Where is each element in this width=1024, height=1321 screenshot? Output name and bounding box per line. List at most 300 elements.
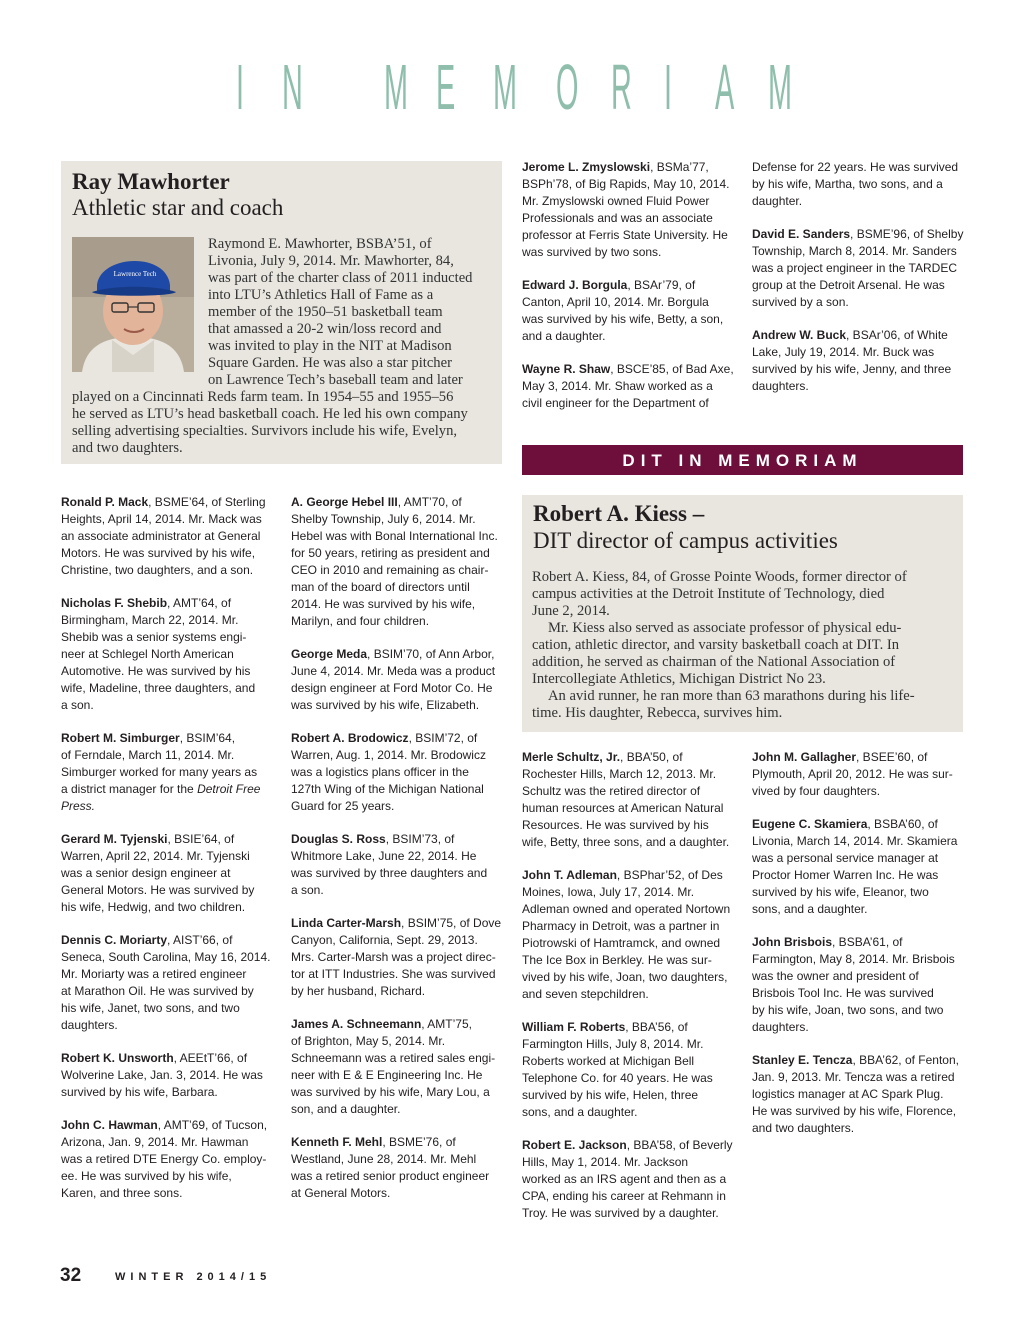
obituary-line (522, 935, 737, 952)
obituary-entry (752, 226, 967, 311)
obituary-line (291, 1185, 506, 1202)
obituary-line (291, 831, 506, 848)
feature-name: Ray Mawhorter (72, 169, 230, 194)
obituary-line (752, 850, 967, 867)
obituary-text: of Brighton, May 5, 2014. Mr. (291, 1034, 446, 1048)
obituary-text: wife, Madeline, three daughters, and (61, 681, 256, 695)
obituary-name: Linda Carter-Marsh (291, 916, 402, 930)
obituary-text: Mr. Moriarty was a retired engineer (61, 967, 247, 981)
page-number: 32 (60, 1265, 82, 1286)
obituary-entry (752, 327, 967, 395)
obituary-text: , BBA’50, of (620, 750, 683, 764)
obituary-name: Gerard M. Tyjenski (61, 832, 168, 846)
obituary-line (752, 934, 967, 951)
obituary-entry (291, 730, 506, 815)
obituary-line (522, 1019, 737, 1036)
obituary-text: daughters. (61, 1018, 118, 1032)
obituary-text: was a personal service manager at (752, 851, 939, 865)
obituary-line (61, 1117, 276, 1134)
obituary-text: Heights, April 14, 2014. Mr. Mack was (61, 512, 262, 526)
obituary-text: , BSBA’60, of (867, 817, 938, 831)
obituary-text: a son. (61, 698, 94, 712)
body-line: Raymond E. Mawhorter, BSBA’51, of (208, 236, 432, 252)
obituary-line (752, 1103, 967, 1120)
obituary-line (522, 328, 737, 345)
obituary-line (61, 629, 276, 646)
obituary-text: sons, and a daughter. (752, 902, 868, 916)
obituary-line (291, 511, 506, 528)
body-line: Square Garden. He was also a star pitcher (208, 355, 452, 371)
obituary-entry (61, 494, 276, 579)
obituary-text: civil engineer for the Department of (522, 396, 709, 410)
obituary-text: Motors. He was survived by his wife, (61, 546, 256, 560)
obituary-text: son, and a daughter. (291, 1102, 401, 1116)
obituary-line (522, 176, 737, 193)
obituary-line (752, 1086, 967, 1103)
obituary-name: Robert K. Unsworth (61, 1051, 174, 1065)
obituary-text: his wife, Janet, two sons, and two (61, 1001, 240, 1015)
obituary-text: , BSIM’70, of Ann Arbor, (367, 647, 495, 661)
obituary-text: Canton, April 10, 2014. Mr. Borgula (522, 295, 709, 309)
obituary-entry (752, 159, 967, 210)
obituary-line (752, 159, 967, 176)
obituary-line (291, 848, 506, 865)
obituary-entry (522, 867, 737, 1003)
obituary-entry (61, 1117, 276, 1202)
title-letter: M (768, 51, 792, 123)
obituary-line (752, 901, 967, 918)
obituary-text: , BBA’58, of Beverly (626, 1138, 733, 1152)
obituary-text: Hills, May 1, 2014. Mr. Jackson (522, 1155, 689, 1169)
obituary-entry (752, 816, 967, 918)
obituary-line (61, 1168, 276, 1185)
obituary-text: was a logistics plans officer in the (291, 765, 469, 779)
obituary-line (61, 528, 276, 545)
obituary-line (291, 579, 506, 596)
obituary-entry (522, 749, 737, 851)
obituary-entry (61, 932, 276, 1034)
obituary-entry (291, 646, 506, 714)
obituary-name: David E. Sanders (752, 227, 851, 241)
obituary-text: human resources at American Natural (522, 801, 724, 815)
obituary-line (61, 545, 276, 562)
obituary-text: May 3, 2014. Mr. Shaw worked as a (522, 379, 713, 393)
obituary-text: , BSAr’79, of (627, 278, 696, 292)
obituary-line (61, 932, 276, 949)
obituary-text: professor at Ferris State University. He (522, 228, 728, 242)
obituary-text: Whitmore Lake, June 22, 2014. He (291, 849, 477, 863)
obituary-line (522, 244, 737, 261)
obituary-line (522, 901, 737, 918)
obituary-line (291, 1016, 506, 1033)
obituary-text: Farmington Hills, July 8, 2014. Mr. (522, 1037, 704, 1051)
obituary-line (522, 1171, 737, 1188)
obituary-text: group at the Detroit Arsenal. He was (752, 278, 945, 292)
obituary-text: was survived by his wife, Betty, a son, (522, 312, 724, 326)
obituary-line (291, 646, 506, 663)
obituary-text: CEO in 2010 and remaining as chair- (291, 563, 489, 577)
obituary-column-3-bottom (522, 749, 737, 1238)
obituary-line (61, 730, 276, 747)
obituary-line (61, 562, 276, 579)
dit-memoriam-banner (522, 445, 963, 475)
obituary-text: vived by his wife, Joan, two daughters, (522, 970, 728, 984)
feature-subtitle: DIT director of campus activities (533, 528, 838, 553)
obituary-line (522, 783, 737, 800)
obituary-line (61, 831, 276, 848)
obituary-text: Moines, Iowa, July 17, 2014. Mr. (522, 885, 695, 899)
obituary-text: Farmington, May 8, 2014. Mr. Brisbois (752, 952, 955, 966)
obituary-text: , BSIM’64, (179, 731, 236, 745)
obituary-text: , BBA’56, of (625, 1020, 688, 1034)
obituary-text: Telephone Co. for 40 years. He was (522, 1071, 713, 1085)
obituary-text: Marilyn, and four children. (291, 614, 430, 628)
obituary-text: , BSBA’61, of (832, 935, 903, 949)
obituary-line (522, 1154, 737, 1171)
obituary-line (291, 730, 506, 747)
body-line: into LTU’s Athletics Hall of Fame as a (208, 287, 434, 303)
obituary-name: John T. Adleman (522, 868, 617, 882)
body-line: Intercollegiate Athletics, Michigan District No 23. (532, 671, 826, 687)
obituary-entry (752, 749, 967, 800)
obituary-text: survived by his wife, Helen, three (522, 1088, 699, 1102)
obituary-text: and a daughter. (522, 329, 606, 343)
obituary-line (291, 781, 506, 798)
feature-body-ray (72, 236, 497, 457)
obituary-text: Jan. 9, 2013. Mr. Tencza was a retired (752, 1070, 955, 1084)
obituary-line (522, 277, 737, 294)
obituary-name: John M. Gallagher (752, 750, 857, 764)
obituary-name: William F. Roberts (522, 1020, 626, 1034)
obituary-line (291, 562, 506, 579)
obituary-entry (522, 361, 737, 412)
obituary-text: survived by his wife, Jenny, and three (752, 362, 952, 376)
obituary-line (291, 697, 506, 714)
obituary-text: , BSCE’85, of Bad Axe, (610, 362, 734, 376)
title-letter: M (384, 51, 408, 123)
obituary-line (522, 294, 737, 311)
obituary-line (61, 646, 276, 663)
obituary-text: Warren, April 22, 2014. Mr. Tyjenski (61, 849, 250, 863)
obituary-line (752, 294, 967, 311)
obituary-text: Schneemann was a retired sales engi- (291, 1051, 496, 1065)
obituary-line (61, 1017, 276, 1034)
obituary-line (522, 884, 737, 901)
obituary-text: , AMT’69, of Tucson, (157, 1118, 268, 1132)
obituary-text: Lake, July 19, 2014. Mr. Buck was (752, 345, 935, 359)
obituary-text: man of the board of directors until (291, 580, 470, 594)
obituary-name: Douglas S. Ross (291, 832, 386, 846)
obituary-text: Arizona, Jan. 9, 2014. Mr. Hawman (61, 1135, 249, 1149)
obituary-text: a son. (291, 883, 324, 897)
feature-name: Robert A. Kiess – (533, 501, 705, 526)
obituary-line (752, 361, 967, 378)
obituary-line (291, 1067, 506, 1084)
obituary-text: Christine, two daughters, and a son. (61, 563, 254, 577)
obituary-name: James A. Schneemann (291, 1017, 422, 1031)
feature-subtitle: Athletic star and coach (72, 195, 284, 220)
obituary-text: survived by his wife, Barbara. (61, 1085, 218, 1099)
obituary-text: Press. (61, 799, 96, 813)
obituary-line (522, 210, 737, 227)
obituary-name: Eugene C. Skamiera (752, 817, 868, 831)
obituary-line (522, 193, 737, 210)
obituary-line (522, 867, 737, 884)
obituary-text: Township, March 8, 2014. Mr. Sanders (752, 244, 957, 258)
body-line: played on a Cincinnati Reds farm team. In 1954–55 and 1955–56 (72, 389, 454, 405)
body-line: Mr. Kiess also served as associate professor of physical edu- (548, 620, 902, 636)
obituary-text: Warren, Aug. 1, 2014. Mr. Brodowicz (291, 748, 486, 762)
obituary-line (752, 344, 967, 361)
obituary-line (752, 1052, 967, 1069)
obituary-text: Mrs. Carter-Marsh was a project direc- (291, 950, 496, 964)
obituary-line (291, 1084, 506, 1101)
obituary-text: neer with E & E Engineering Inc. He (291, 1068, 483, 1082)
obituary-text: Adleman owned and operated Nortown (522, 902, 731, 916)
obituary-text: , BSME’64, of Sterling (148, 495, 266, 509)
obituary-name: Kenneth F. Mehl (291, 1135, 383, 1149)
body-line: that amassed a 20-2 win/loss record and (208, 321, 442, 337)
obituary-line (522, 1188, 737, 1205)
obituary-line (61, 1134, 276, 1151)
body-line: addition, he served as chairman of the National Association of (532, 654, 896, 670)
obituary-text: He was survived by his wife, Florence, (752, 1104, 957, 1118)
obituary-name: Andrew W. Buck (752, 328, 847, 342)
obituary-text: , BBA’62, of Fenton, (852, 1053, 959, 1067)
obituary-entry (522, 277, 737, 345)
publication-title: Detroit Free (197, 782, 261, 796)
body-line: and two daughters. (72, 440, 183, 456)
obituary-text: was a retired DTE Energy Co. employ- (61, 1152, 267, 1166)
obituary-text: Roberts worked at Michigan Bell (522, 1054, 695, 1068)
obituary-text: Piotrowski of Hamtramck, and owned (522, 936, 721, 950)
obituary-line (752, 884, 967, 901)
obituary-line (522, 1053, 737, 1070)
obituary-text: at General Motors. (291, 1186, 391, 1200)
obituary-text: , BSAr’06, of White (846, 328, 948, 342)
obituary-text: vived by four daughters. (752, 784, 881, 798)
obituary-line (522, 395, 737, 412)
obituary-line (61, 1000, 276, 1017)
obituary-text: survived by a son. (752, 295, 849, 309)
obituary-text: neer at Schlegel North American (61, 647, 234, 661)
obituary-text: , AMT’70, of (397, 495, 462, 509)
obituary-text: of Ferndale, March 11, 2014. Mr. (61, 748, 235, 762)
obituary-text: by her husband, Richard. (291, 984, 426, 998)
issue-label: WINTER 2014/15 (115, 1271, 272, 1283)
obituary-entry (291, 915, 506, 1000)
obituary-name: Stanley E. Tencza (752, 1053, 853, 1067)
title-letter: A (715, 51, 735, 123)
obituary-line (61, 595, 276, 612)
title-letter: M (493, 51, 517, 123)
obituary-line (522, 378, 737, 395)
obituary-text: CPA, ending his career at Rehmann in (522, 1189, 726, 1203)
obituary-line (61, 663, 276, 680)
cap-logo-text: Lawrence Tech (113, 270, 157, 278)
obituary-line (291, 613, 506, 630)
obituary-column-2 (291, 494, 506, 1218)
obituary-line (291, 1033, 506, 1050)
obituary-text: daughter. (752, 194, 803, 208)
obituary-text: Shelby Township, July 6, 2014. Mr. (291, 512, 476, 526)
obituary-text: General Motors. He was survived by (61, 883, 255, 897)
obituary-line (522, 159, 737, 176)
obituary-text: Mr. Zmyslowski owned Fluid Power (522, 194, 710, 208)
obituary-line (522, 766, 737, 783)
obituary-text: Proctor Homer Warren Inc. He was (752, 868, 939, 882)
obituary-line (522, 817, 737, 834)
obituary-line (291, 764, 506, 781)
obituary-text: , BSPhar’52, of Des (616, 868, 723, 882)
obituary-text: by his wife, Joan, two sons, and two (752, 1003, 944, 1017)
obituary-name: Robert A. Brodowicz (291, 731, 409, 745)
obituary-line (291, 596, 506, 613)
obituary-line (291, 494, 506, 511)
obituary-entry (61, 730, 276, 815)
body-line: on Lawrence Tech’s baseball team and later (208, 372, 463, 388)
obituary-line (522, 800, 737, 817)
obituary-line (291, 747, 506, 764)
obituary-text: tor at ITT Industries. She was survived (291, 967, 496, 981)
obituary-text: The Ice Box in Berkley. He was sur- (522, 953, 712, 967)
body-line: member of the 1950–51 basketball team (208, 304, 443, 320)
obituary-line (522, 969, 737, 986)
body-line: Livonia, July 9, 2014. Mr. Mawhorter, 84, (208, 253, 454, 269)
obituary-text: wife, Betty, three sons, and a daughter. (522, 835, 730, 849)
obituary-line (522, 986, 737, 1003)
obituary-text: , BSEE’60, of (856, 750, 928, 764)
obituary-entry (522, 1019, 737, 1121)
obituary-column-4-bottom (752, 749, 967, 1153)
body-line: June 2, 2014. (532, 603, 610, 619)
obituary-text: Automotive. He was survived by his (61, 664, 251, 678)
obituary-line (61, 848, 276, 865)
obituary-text: , BSIM’72, of (408, 731, 478, 745)
obituary-name: John C. Hawman (61, 1118, 158, 1132)
obituary-text: Defense for 22 years. He was survived (752, 160, 959, 174)
obituary-line (61, 882, 276, 899)
obituary-text: Pharmacy in Detroit, was a partner in (522, 919, 720, 933)
obituary-entry (61, 831, 276, 916)
obituary-line (752, 968, 967, 985)
obituary-entry (522, 159, 737, 261)
title-letter: I (664, 51, 673, 123)
obituary-line (752, 1002, 967, 1019)
obituary-text: Brisbois Tool Inc. He was survived (752, 986, 934, 1000)
body-line: cation, athletic director, and varsity basketball coach at DIT. In (532, 637, 900, 653)
obituary-text: was a retired senior product engineer (291, 1169, 490, 1183)
obituary-text: 2014. He was survived by his wife, (291, 597, 476, 611)
obituary-text: an associate administrator at General (61, 529, 261, 543)
obituary-line (291, 545, 506, 562)
obituary-text: Birmingham, March 22, 2014. Mr. (61, 613, 239, 627)
obituary-line (291, 680, 506, 697)
obituary-line (752, 378, 967, 395)
obituary-line (291, 865, 506, 882)
obituary-line (61, 798, 276, 815)
obituary-entry (291, 1016, 506, 1118)
obituary-name: Edward J. Borgula (522, 278, 628, 292)
obituary-entry (752, 1052, 967, 1137)
obituary-text: was survived by two sons. (522, 245, 662, 259)
obituary-text: Simburger worked for many years as (61, 765, 258, 779)
title-letter: O (556, 51, 579, 123)
body-line: was invited to play in the NIT at Madison (208, 338, 452, 354)
obituary-line (752, 1120, 967, 1137)
obituary-text: by his wife, Martha, two sons, and a (752, 177, 943, 191)
title-letter: E (436, 51, 456, 123)
obituary-line (752, 867, 967, 884)
title-letter: R (611, 51, 632, 123)
obituary-line (752, 833, 967, 850)
obituary-text: sons, and a daughter. (522, 1105, 638, 1119)
obituary-line (752, 1069, 967, 1086)
obituary-text: daughters. (752, 379, 809, 393)
obituary-line (522, 1137, 737, 1154)
obituary-line (61, 1084, 276, 1101)
obituary-line (61, 747, 276, 764)
title-letter: I (236, 51, 245, 123)
obituary-line (752, 277, 967, 294)
obituary-name: Ronald P. Mack (61, 495, 149, 509)
obituary-line (752, 951, 967, 968)
obituary-line (522, 918, 737, 935)
obituary-text: Hebel was with Bonal International Inc. (291, 529, 498, 543)
body-line: he served as LTU’s head basketball coach. He led his own company (72, 406, 468, 422)
obituary-name: Merle Schultz, Jr. (522, 750, 621, 764)
obituary-line (752, 1019, 967, 1036)
obituary-text: , AMT’64, of (167, 596, 232, 610)
obituary-text: , BSIM’73, of (385, 832, 455, 846)
obituary-entry (752, 934, 967, 1036)
obituary-text: Wolverine Lake, Jan. 3, 2014. He was (61, 1068, 263, 1082)
obituary-line (61, 511, 276, 528)
obituary-line (752, 783, 967, 800)
obituary-line (61, 949, 276, 966)
obituary-name: George Meda (291, 647, 368, 661)
obituary-column-1 (61, 494, 276, 1218)
obituary-line (291, 1168, 506, 1185)
obituary-text: survived by his wife, Eleanor, two (752, 885, 929, 899)
body-line: campus activities at the Detroit Institute of Technology, died (532, 586, 885, 602)
obituary-text: Resources. He was survived by his (522, 818, 709, 832)
obituary-line (61, 983, 276, 1000)
obituary-line (61, 1050, 276, 1067)
obituary-line (752, 226, 967, 243)
obituary-text: and seven stepchildren. (522, 987, 649, 1001)
body-line: selling advertising specialties. Survivors include his wife, Evelyn, (72, 423, 458, 439)
obituary-line (61, 781, 276, 798)
obituary-text: was survived by his wife, Elizabeth. (291, 698, 480, 712)
obituary-line (522, 1205, 737, 1222)
obituary-line (522, 834, 737, 851)
obituary-line (61, 697, 276, 714)
obituary-line (291, 1151, 506, 1168)
obituary-line (752, 243, 967, 260)
obituary-text: and two daughters. (752, 1121, 855, 1135)
obituary-line (291, 1134, 506, 1151)
obituary-text: at Marathon Oil. He was survived by (61, 984, 254, 998)
obituary-line (522, 1104, 737, 1121)
obituary-name: John Brisbois (752, 935, 833, 949)
obituary-line (61, 764, 276, 781)
obituary-line (291, 949, 506, 966)
feature-body-kiess (532, 569, 957, 722)
obituary-line (61, 1185, 276, 1202)
obituary-column-3-top (522, 159, 737, 428)
obituary-text: Professionals and was an associate (522, 211, 713, 225)
